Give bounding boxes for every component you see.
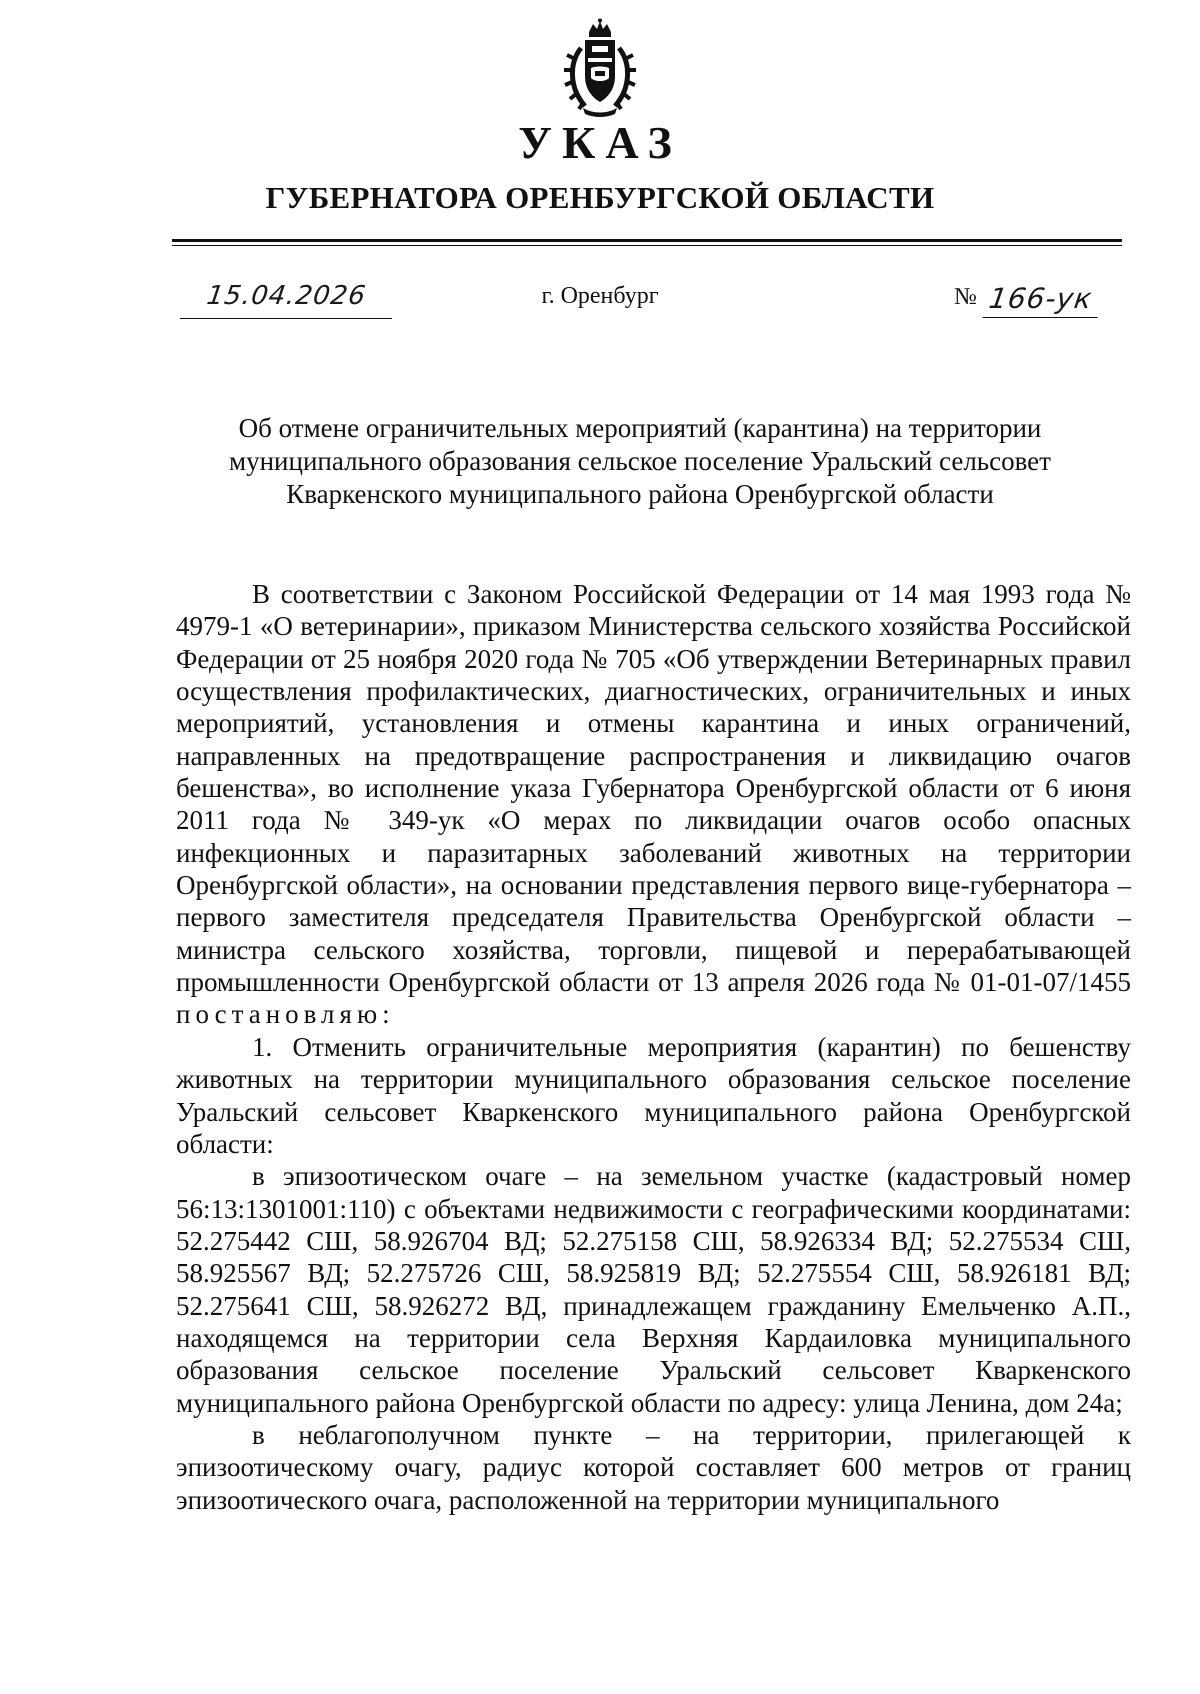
item-1a-paragraph: в эпизоотическом очаге – на земельном участке (кадастровый номер 56:13:1301001:110) с объектами недвижимости с географическими координатами: 52.275442 СШ, 58.926704 ВД; 52.275158 СШ, 58.926334 ВД; 52.275534 СШ, 58.925567 ВД; 52.275726 СШ, 58.925819 ВД; 52.275554 СШ, 58.926181 ВД; 52.275641 СШ, 58.926272 ВД, принадлежащем гражданину Емельченко А.П., находящемся на территории села Верхняя Кардаиловка муниципального образования сельское поселение Уральский сельсовет Кваркенского муниципального района Оренбургской области по адресу: улица Ленина, дом 24а; — [176, 1161, 1131, 1418]
document-type: УКАЗ — [518, 117, 682, 168]
orenburg-coat-of-arms-icon — [559, 18, 641, 118]
decree-word: постановляю: — [176, 999, 395, 1030]
document-number-block — [954, 282, 1100, 318]
item-1-paragraph: 1. Отменить ограничительные мероприятия (карантин) по бешенству животных на территории муниципального образования сельское поселение Уральский сельсовет Кваркенского муниципального района Оренбургской области: — [176, 1031, 1131, 1159]
document-body — [176, 578, 1131, 1516]
title-line: Кваркенского муниципального района Оренбургской области — [286, 479, 994, 509]
header-rule-thick — [172, 239, 1122, 242]
preamble-paragraph — [176, 578, 1131, 1031]
number-sign: № — [954, 284, 977, 310]
preamble-text: В соответствии с Законом Российской Федерации от 14 мая 1993 года № 4979-1 «О ветеринарии», приказом Министерства сельского хозяйства Российской Федерации от 25 ноября 2020 года № 705 «Об утверждении Ветеринарных правил осуществления профилактических, диагностических, ограничительных и иных мероприятий, установления и отмены карантина и иных ограничений, направленных на предотвращение распространения и ликвидацию очагов бешенства», во исполнение указа Губернатора Оренбургской области от 6 июня 2011 года № 349-ук «О мерах по ликвидации очагов особо опасных инфекционных и паразитарных заболеваний животных на территории Оренбургской области», на основании представления первого вице-губернатора – первого заместителя председателя Правительства Оренбургской области – министра сельского хозяйства, торговли, пищевой и перерабатывающей промышленности Оренбургской области от 13 апреля 2026 года № 01-01-07/1455 — [176, 579, 1131, 998]
title-line: Об отмене ограничительных мероприятий (карантина) на территории — [238, 413, 1042, 443]
title-line: муниципального образования сельское поселение Уральский сельсовет — [229, 446, 1051, 476]
document-title — [160, 412, 1120, 511]
city-name: г. Оренбург — [541, 283, 659, 309]
handwritten-number: 166-ук — [982, 282, 1102, 318]
handwritten-date: 15.04.2026 — [204, 281, 368, 311]
header-rule-thin — [172, 245, 1122, 246]
item-1b-paragraph: в неблагополучном пункте – на территории, прилегающей к эпизоотическому очагу, радиус которой составляет 600 метров от границ эпизоотического очага, расположенной на территории муниципального — [176, 1419, 1131, 1515]
issuer-title: ГУБЕРНАТОРА ОРЕНБУРГСКОЙ ОБЛАСТИ — [265, 180, 935, 215]
